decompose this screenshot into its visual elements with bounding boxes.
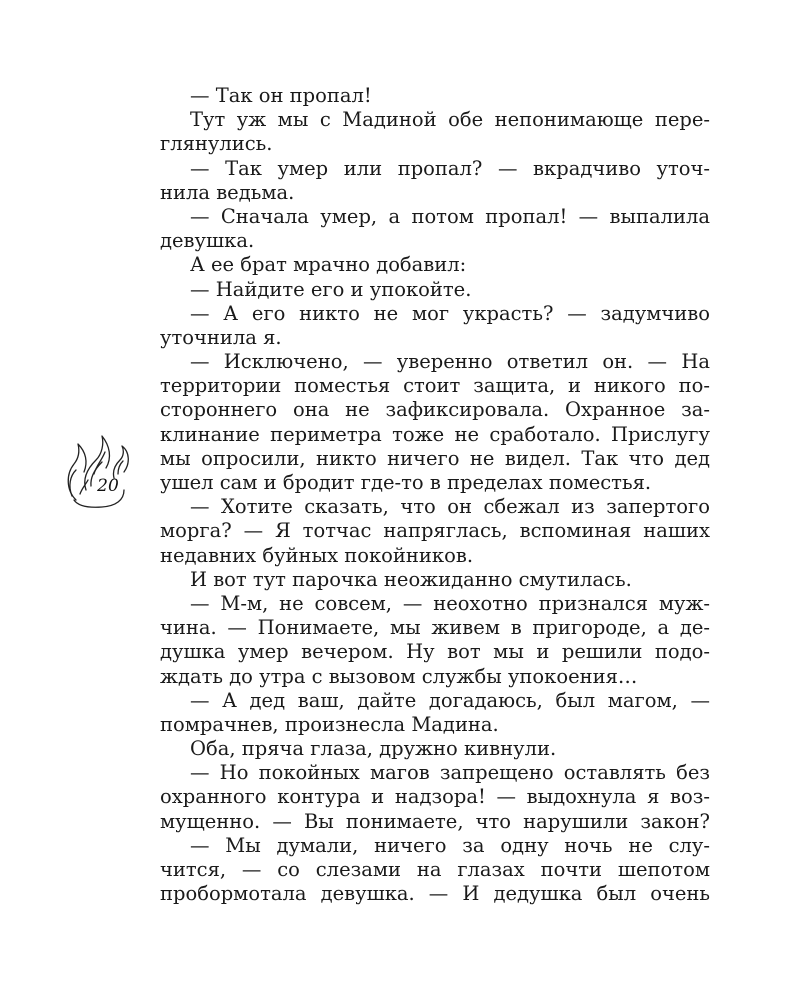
page-number: 20 [97, 476, 119, 496]
body-text [160, 84, 710, 906]
page-number-ornament [58, 430, 148, 510]
text-line: — Мы думали, ничего за одну ночь не слу- [190, 833, 710, 857]
text-line: мы опросили, никто ничего не видел. Так что дед [160, 446, 710, 470]
text-line: ждать до утра с вызовом службы упокоения… [160, 664, 638, 688]
text-line: душка умер вечером. Ну вот мы и решили подо- [160, 640, 710, 664]
text-line: — Но покойных магов запрещено оставлять без [190, 761, 710, 785]
text-line: чится, — со слезами на глазах почти шепотом [160, 858, 710, 881]
text-line: уточнила я. [160, 325, 282, 349]
text-line: — Хотите сказать, что он сбежал из запертого [190, 495, 710, 519]
text-line: клинание периметра тоже не сработало. Прислугу [160, 422, 710, 446]
text-line: А ее брат мрачно добавил: [190, 253, 467, 277]
text-line: мущенно. — Вы понимаете, что нарушили закон? [160, 809, 710, 833]
text-line: Оба, пряча глаза, дружно кивнули. [190, 737, 557, 761]
text-line: ушел сам и бродит где-то в пределах поместья. [160, 471, 652, 494]
text-line: чина. — Понимаете, мы живем в пригороде, а де- [160, 616, 710, 640]
text-line: охранного контура и надзора! — выдохнула я воз- [160, 785, 710, 809]
text-line: — Так умер или пропал? — вкрадчиво уточ- [190, 156, 710, 180]
text-line: И вот тут парочка неожиданно смутилась. [190, 567, 632, 591]
text-line: — М-м, не совсем, — неохотно признался муж- [190, 591, 710, 615]
text-line: территории поместья стоит защита, и никого по- [160, 374, 710, 398]
text-line: морга? — Я тотчас напряглась, вспоминая наших [160, 519, 710, 543]
text-line: помрачнев, произнесла Мадина. [160, 712, 499, 736]
text-line: нила ведьма. [160, 180, 295, 204]
text-line: глянулись. [160, 132, 273, 156]
text-line: Тут уж мы с Мадиной обе непонимающе пере- [190, 108, 710, 132]
text-line: девушка. [160, 229, 255, 253]
text-line: стороннего она не зафиксировала. Охранное за- [160, 398, 710, 422]
text-line: пробормотала девушка. — И дедушка был очень [160, 882, 710, 906]
text-line: недавних буйных покойников. [160, 543, 474, 567]
text-line: — А его никто не мог украсть? — задумчиво [190, 301, 710, 325]
text-line: — Сначала умер, а потом пропал! — выпалила [190, 204, 710, 228]
flame-icon [58, 430, 148, 510]
text-line: — Так он пропал! [190, 84, 372, 107]
text-line: — Найдите его и упокойте. [190, 277, 472, 301]
text-line: — А дед ваш, дайте догадаюсь, был магом, — [190, 688, 710, 712]
text-line: — Исключено, — уверенно ответил он. — На [190, 350, 710, 374]
